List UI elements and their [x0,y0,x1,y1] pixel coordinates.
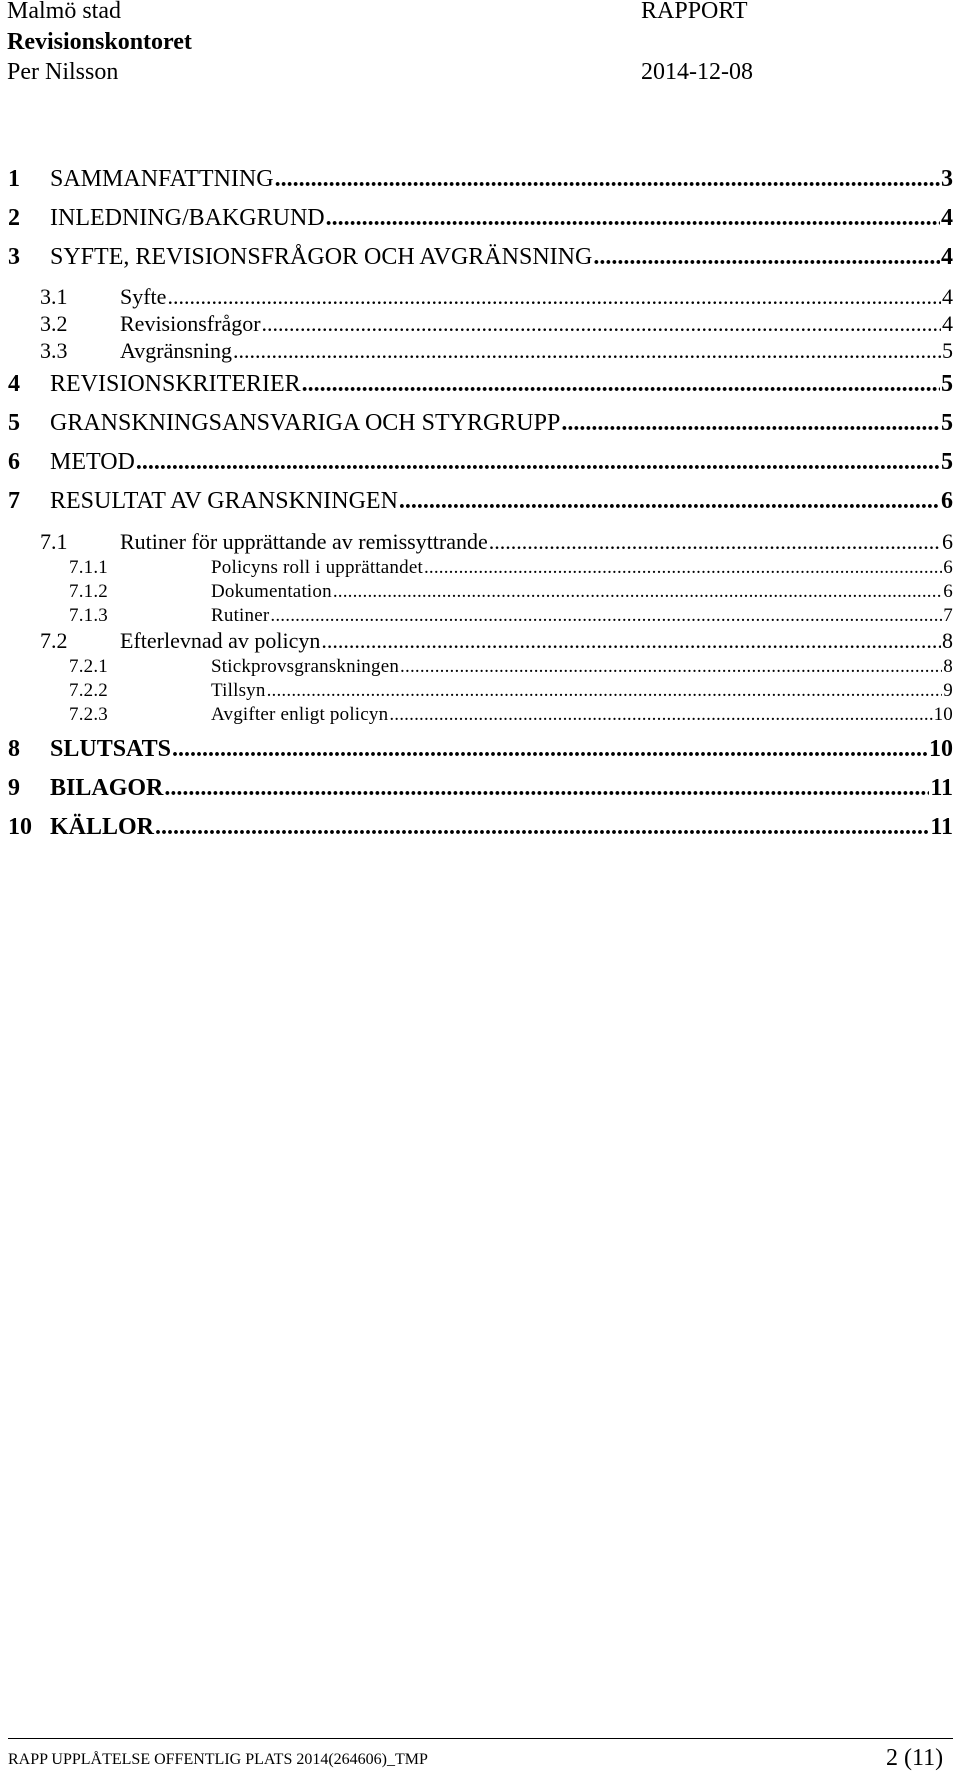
toc-number: 1 [8,166,20,192]
toc-number: 6 [8,449,20,475]
toc-entry[interactable] [8,368,953,400]
toc-number: 7.1.2 [69,581,108,602]
toc-dot-leader [164,772,929,804]
toc-page-number: 10 [933,704,953,725]
footer-page-indicator: 2 (11) [886,1745,944,1771]
toc-page-number: 6 [942,529,953,554]
toc-page-number: 5 [941,410,953,436]
toc-page-number: 4 [941,244,953,270]
toc-number: 10 [8,814,32,840]
toc-page-number: 5 [941,371,953,397]
toc-title: Avgränsning [120,338,233,363]
footer-divider [8,1738,953,1739]
toc-dot-leader [275,163,940,195]
toc-dot-leader [167,283,941,311]
toc-dot-leader [489,528,941,556]
toc-entry[interactable] [69,679,953,703]
toc-page-number: 5 [941,449,953,475]
toc-dot-leader [333,580,942,604]
document-date: 2014-12-08 [641,59,753,85]
toc-title: METOD [50,449,135,475]
toc-page-number: 5 [942,338,953,363]
toc-number: 7.1.3 [69,605,108,626]
toc-number: 3.2 [40,311,68,336]
department-name: Revisionskontoret [7,29,192,55]
toc-entry[interactable] [8,407,953,439]
toc-entry[interactable] [8,772,953,804]
toc-entry[interactable] [40,528,953,556]
toc-number: 7.2.2 [69,680,108,701]
toc-title: Syfte [120,284,167,309]
toc-number: 7.1 [40,529,68,554]
author-name: Per Nilsson [7,59,119,85]
toc-number: 8 [8,736,20,762]
toc-entry[interactable] [8,446,953,478]
toc-page-number: 10 [929,736,953,762]
toc-page-number: 4 [942,284,953,309]
toc-dot-leader [270,604,942,628]
toc-dot-leader [326,202,940,234]
toc-dot-leader [172,733,928,765]
toc-entry[interactable] [8,733,953,765]
toc-number: 7.2 [40,628,68,653]
toc-entry[interactable] [8,163,953,195]
toc-page-number: 4 [942,311,953,336]
toc-title: Revisionsfrågor [120,311,261,336]
toc-dot-leader [233,337,941,365]
toc-title: RESULTAT AV GRANSKNINGEN [50,488,398,514]
toc-title: SAMMANFATTNING [50,166,274,192]
toc-entry[interactable] [69,655,953,679]
toc-page-number: 4 [941,205,953,231]
toc-entry[interactable] [40,627,953,655]
toc-title: REVISIONSKRITERIER [50,371,301,397]
toc-title: Avgifter enligt policyn [211,704,389,725]
toc-entry[interactable] [8,241,953,273]
toc-page-number: 8 [943,656,953,677]
toc-number: 3.3 [40,338,68,363]
toc-dot-leader [155,811,929,843]
toc-page-number: 8 [942,628,953,653]
toc-entry[interactable] [69,556,953,580]
toc-entry[interactable] [69,580,953,604]
toc-entry[interactable] [8,202,953,234]
toc-dot-leader [136,446,940,478]
toc-number: 3 [8,244,20,270]
toc-dot-leader [400,655,942,679]
toc-number: 7.1.1 [69,557,108,578]
toc-title: Rutiner [211,605,270,626]
toc-dot-leader [267,679,943,703]
toc-number: 7.2.3 [69,704,108,725]
toc-entry[interactable] [69,703,953,727]
organization-name: Malmö stad [7,0,121,24]
toc-page-number: 11 [930,775,953,801]
toc-dot-leader [561,407,940,439]
toc-entry[interactable] [69,604,953,628]
toc-entry[interactable] [40,337,953,365]
toc-title: Policyns roll i upprättandet [211,557,423,578]
toc-number: 9 [8,775,20,801]
toc-number: 5 [8,410,20,436]
toc-number: 2 [8,205,20,231]
toc-entry[interactable] [40,310,953,338]
footer-document-id: RAPP UPPLÅTELSE OFFENTLIG PLATS 2014(264606)_TMP [8,1751,428,1768]
toc-dot-leader [389,703,932,727]
toc-title: Dokumentation [211,581,332,602]
toc-page-number: 6 [943,557,953,578]
toc-page-number: 11 [930,814,953,840]
toc-title: SYFTE, REVISIONSFRÅGOR OCH AVGRÄNSNING [50,244,593,270]
toc-number: 3.1 [40,284,68,309]
toc-entry[interactable] [8,811,953,843]
toc-page-number: 3 [941,166,953,192]
toc-title: GRANSKNINGSANSVARIGA OCH STYRGRUPP [50,410,561,436]
toc-title: SLUTSATS [50,736,171,762]
toc-entry[interactable] [8,485,953,517]
toc-dot-leader [399,485,940,517]
toc-title: Rutiner för upprättande av remissyttrande [120,529,488,554]
toc-title: INLEDNING/BAKGRUND [50,205,325,231]
toc-page-number: 9 [943,680,953,701]
toc-title: Stickprovsgranskningen [211,656,400,677]
toc-dot-leader [424,556,942,580]
toc-number: 4 [8,371,20,397]
toc-dot-leader [593,241,940,273]
document-type: RAPPORT [641,0,748,24]
toc-number: 7.2.1 [69,656,108,677]
toc-title: Efterlevnad av policyn [120,628,321,653]
toc-dot-leader [302,368,940,400]
toc-number: 7 [8,488,20,514]
toc-dot-leader [321,627,941,655]
toc-title: Tillsyn [211,680,266,701]
toc-title: KÄLLOR [50,814,155,840]
toc-page-number: 6 [941,488,953,514]
toc-dot-leader [262,310,941,338]
toc-title: BILAGOR [50,775,164,801]
toc-entry[interactable] [40,283,953,311]
toc-page-number: 6 [943,581,953,602]
toc-page-number: 7 [943,605,953,626]
